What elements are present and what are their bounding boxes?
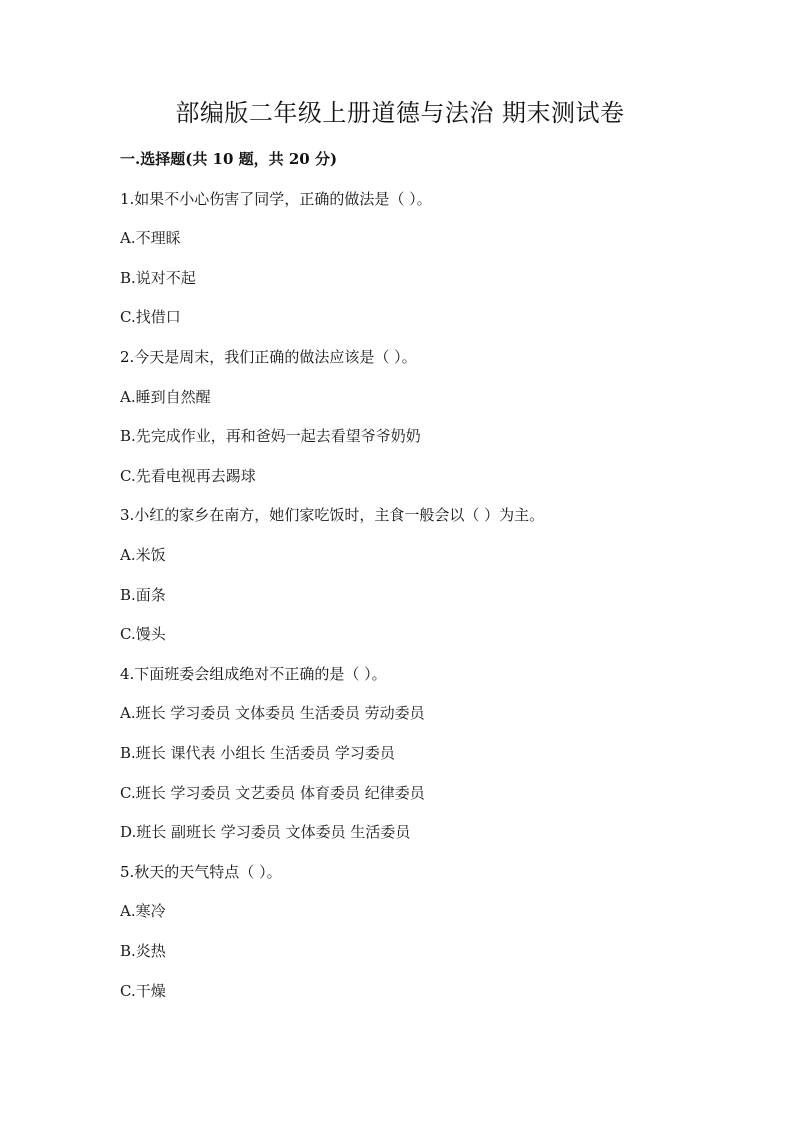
question-stem-5: 5.秋天的天气特点（ ）。 — [120, 863, 282, 881]
option-4-c: C.班长 学习委员 文艺委员 体育委员 纪律委员 — [120, 784, 425, 802]
option-2-c: C.先看电视再去踢球 — [120, 467, 256, 485]
option-3-c: C.馒头 — [120, 625, 166, 643]
option-5-a: A.寒冷 — [120, 902, 166, 920]
page-title: 部编版二年级上册道德与法治 期末测试卷 — [175, 99, 625, 127]
option-2-b: B.先完成作业，再和爸妈一起去看望爷爷奶奶 — [120, 427, 421, 445]
option-1-c: C.找借口 — [120, 308, 181, 326]
option-4-a: A.班长 学习委员 文体委员 生活委员 劳动委员 — [120, 704, 425, 722]
option-3-a: A.米饭 — [120, 546, 166, 564]
section-header: 一.选择题(共 10 题，共 20 分) — [120, 150, 338, 168]
option-3-b: B.面条 — [120, 586, 166, 604]
option-5-b: B.炎热 — [120, 942, 166, 960]
question-stem-1: 1.如果不小心伤害了同学，正确的做法是（ ）。 — [120, 190, 432, 208]
option-1-a: A.不理睬 — [120, 229, 181, 247]
question-stem-4: 4.下面班委会组成绝对不正确的是（ ）。 — [120, 665, 387, 683]
option-2-a: A.睡到自然醒 — [120, 388, 211, 406]
question-stem-3: 3.小红的家乡在南方，她们家吃饭时，主食一般会以（ ）为主。 — [120, 506, 545, 524]
option-5-c: C.干燥 — [120, 982, 166, 1000]
option-1-b: B.说对不起 — [120, 269, 196, 287]
question-stem-2: 2.今天是周末，我们正确的做法应该是（ ）。 — [120, 348, 417, 366]
option-4-b: B.班长 课代表 小组长 生活委员 学习委员 — [120, 744, 395, 762]
option-4-d: D.班长 副班长 学习委员 文体委员 生活委员 — [120, 823, 411, 841]
